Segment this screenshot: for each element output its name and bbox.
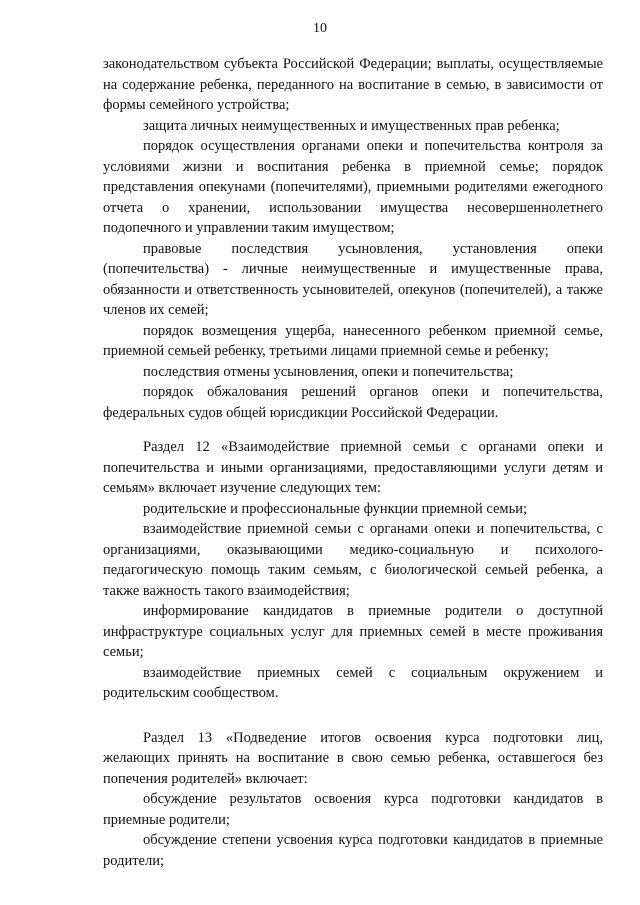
paragraph: обсуждение результатов освоения курса подготовки кандидатов в приемные родители; — [103, 791, 603, 828]
paragraph: порядок осуществления органами опеки и попечительства контроля за условиями жизни и воспитания ребенка в приемной семье; порядок представления опекунами (попечителями), приемными родителями ежегодного отчета о хранении, использовании имущества несовершеннолетнего подопечного и управлении таким имуществом; — [103, 138, 603, 236]
paragraph: информирование кандидатов в приемные родители о доступной инфраструктуре социальных услуг для приемных семей в месте проживания семьи; — [103, 603, 603, 660]
paragraph: порядок возмещения ущерба, нанесенного ребенком приемной семье, приемной семьей ребенку, третьими лицами приемной семье и ребенку; — [103, 322, 603, 359]
paragraph: родительские и профессиональные функции приемной семьи; — [143, 500, 527, 517]
paragraph: правовые последствия усыновления, установления опеки (попечительства) - личные неимущественные и имущественные права, обязанности и ответственность усыновителей, опекунов (попечителей), а также членов их семей; — [103, 240, 603, 318]
paragraph: порядок обжалования решений органов опеки и попечительства, федеральных судов общей юрисдикции Российской Федерации. — [103, 384, 603, 421]
paragraph: взаимодействие приемной семьи с органами опеки и попечительства, с организациями, оказывающими медико-социальную и психолого-педагогическую помощь таким семьям, с биологической семьей ребенка, а также важность такого взаимодействия; — [103, 521, 603, 599]
paragraph: защита личных неимущественных и имущественных прав ребенка; — [143, 117, 560, 134]
paragraph: законодательством субъекта Российской Федерации; выплаты, осуществляемые на содержание ребенка, переданного на воспитание в семью, в зависимости от формы семейного устройства; — [103, 56, 603, 113]
paragraph: последствия отмены усыновления, опеки и попечительства; — [143, 363, 514, 380]
paragraph: обсуждение степени усвоения курса подготовки кандидатов в приемные родители; — [103, 832, 603, 869]
document-body — [103, 54, 603, 871]
page-number: 10 — [313, 21, 327, 36]
paragraph: Раздел 13 «Подведение итогов освоения курса подготовки лиц, желающих принять на воспитание в свою семью ребенка, оставшегося без попечения родителей» включает: — [103, 729, 603, 787]
paragraph: Раздел 12 «Взаимодействие приемной семьи с органами опеки и попечительства и иными организациями, предоставляющими услуги детям и семьям» включает изучение следующих тем: — [103, 439, 603, 496]
paragraph: взаимодействие приемных семей с социальным окружением и родительским сообществом. — [103, 664, 603, 701]
